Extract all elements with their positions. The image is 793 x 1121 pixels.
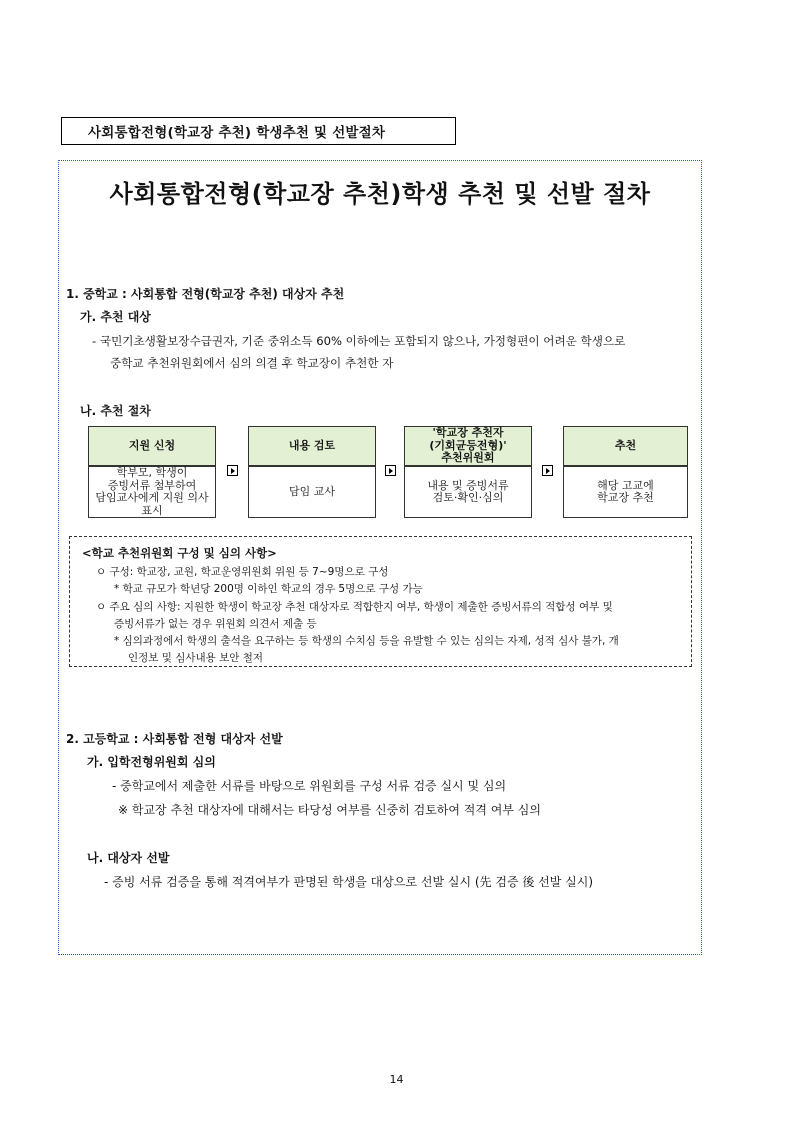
step-4-body: 해당 고교에 학교장 추천 — [563, 466, 688, 518]
step-3-header: '학교장 추천자 (기회균등전형)' 추천위원회 — [404, 426, 532, 466]
section1-sub-a-heading: 가. 추천 대상 — [80, 310, 151, 324]
committee-item1: ㅇ 구성: 학교장, 교원, 학교운영위원회 위원 등 7~9명으로 구성 — [96, 566, 389, 578]
header-title-box — [61, 117, 456, 145]
committee-item1-note: * 학교 규모가 학년당 200명 이하인 학교의 경우 5명으로 구성 가능 — [114, 583, 423, 595]
section1-heading: 1. 중학교 : 사회통합 전형(학교장 추천) 대상자 추천 — [66, 287, 345, 301]
step-2-header: 내용 검토 — [248, 426, 376, 466]
main-title: 사회통합전형(학교장 추천)학생 추천 및 선발 절차 — [109, 180, 651, 208]
step-3-body: 내용 및 증빙서류 검토·확인·심의 — [404, 466, 532, 518]
section2-sub-a-line2: ※ 학교장 추천 대상자에 대해서는 타당성 여부를 신중히 검토하여 적격 여부 심의 — [118, 803, 541, 817]
arrow-right-icon — [227, 465, 238, 476]
committee-item2-note-line2: 인정보 및 심사내용 보안 철저 — [128, 652, 264, 664]
page-number: 14 — [389, 1073, 404, 1086]
committee-item2-note-line1: * 심의과정에서 학생의 출석을 요구하는 등 학생의 수치심 등을 유발할 수 있는 심의는 자제, 성적 심사 불가, 개 — [114, 635, 619, 647]
arrow-right-icon — [385, 465, 396, 476]
section2-sub-a-heading: 가. 입학전형위원회 심의 — [87, 755, 216, 769]
section2-sub-b-line1: - 증빙 서류 검증을 통해 적격여부가 판명된 학생을 대상으로 선발 실시 (先 검증 後 선발 실시) — [104, 875, 594, 889]
section1-sub-b-heading: 나. 추천 절차 — [80, 404, 151, 418]
committee-item2-line2: 증빙서류가 없는 경우 위원회 의견서 제출 등 — [114, 618, 317, 630]
section2-heading: 2. 고등학교 : 사회통합 전형 대상자 선발 — [66, 732, 283, 746]
step-2-body: 담임 교사 — [248, 466, 376, 518]
committee-box — [69, 536, 692, 667]
step-1-body: 학부모, 학생이 증빙서류 첨부하여 담임교사에게 지원 의사 표시 — [88, 466, 216, 518]
section2-sub-b-heading: 나. 대상자 선발 — [87, 851, 170, 865]
committee-item2-line1: ㅇ 주요 심의 사항: 지원한 학생이 학교장 추천 대상자로 적합한지 여부, 학생이 제출한 증빙서류의 적합성 여부 및 — [96, 601, 613, 613]
committee-title: <학교 추천위원회 구성 및 심의 사항> — [82, 546, 277, 560]
section1-sub-a-line1: - 국민기초생활보장수급권자, 기준 중위소득 60% 이하에는 포함되지 않으나, 가정형편이 어려운 학생으로 — [92, 334, 626, 348]
section1-sub-a-line2: 중학교 추천위원회에서 심의 의결 후 학교장이 추천한 자 — [110, 356, 394, 370]
header-title: 사회통합전형(학교장 추천) 학생추천 및 선발절차 — [88, 125, 386, 141]
step-1-header: 지원 신청 — [88, 426, 216, 466]
step-4-header: 추천 — [563, 426, 688, 466]
arrow-right-icon — [542, 465, 553, 476]
section2-sub-a-line1: - 중학교에서 제출한 서류를 바탕으로 위원회를 구성 서류 검증 실시 및 심의 — [112, 779, 507, 793]
